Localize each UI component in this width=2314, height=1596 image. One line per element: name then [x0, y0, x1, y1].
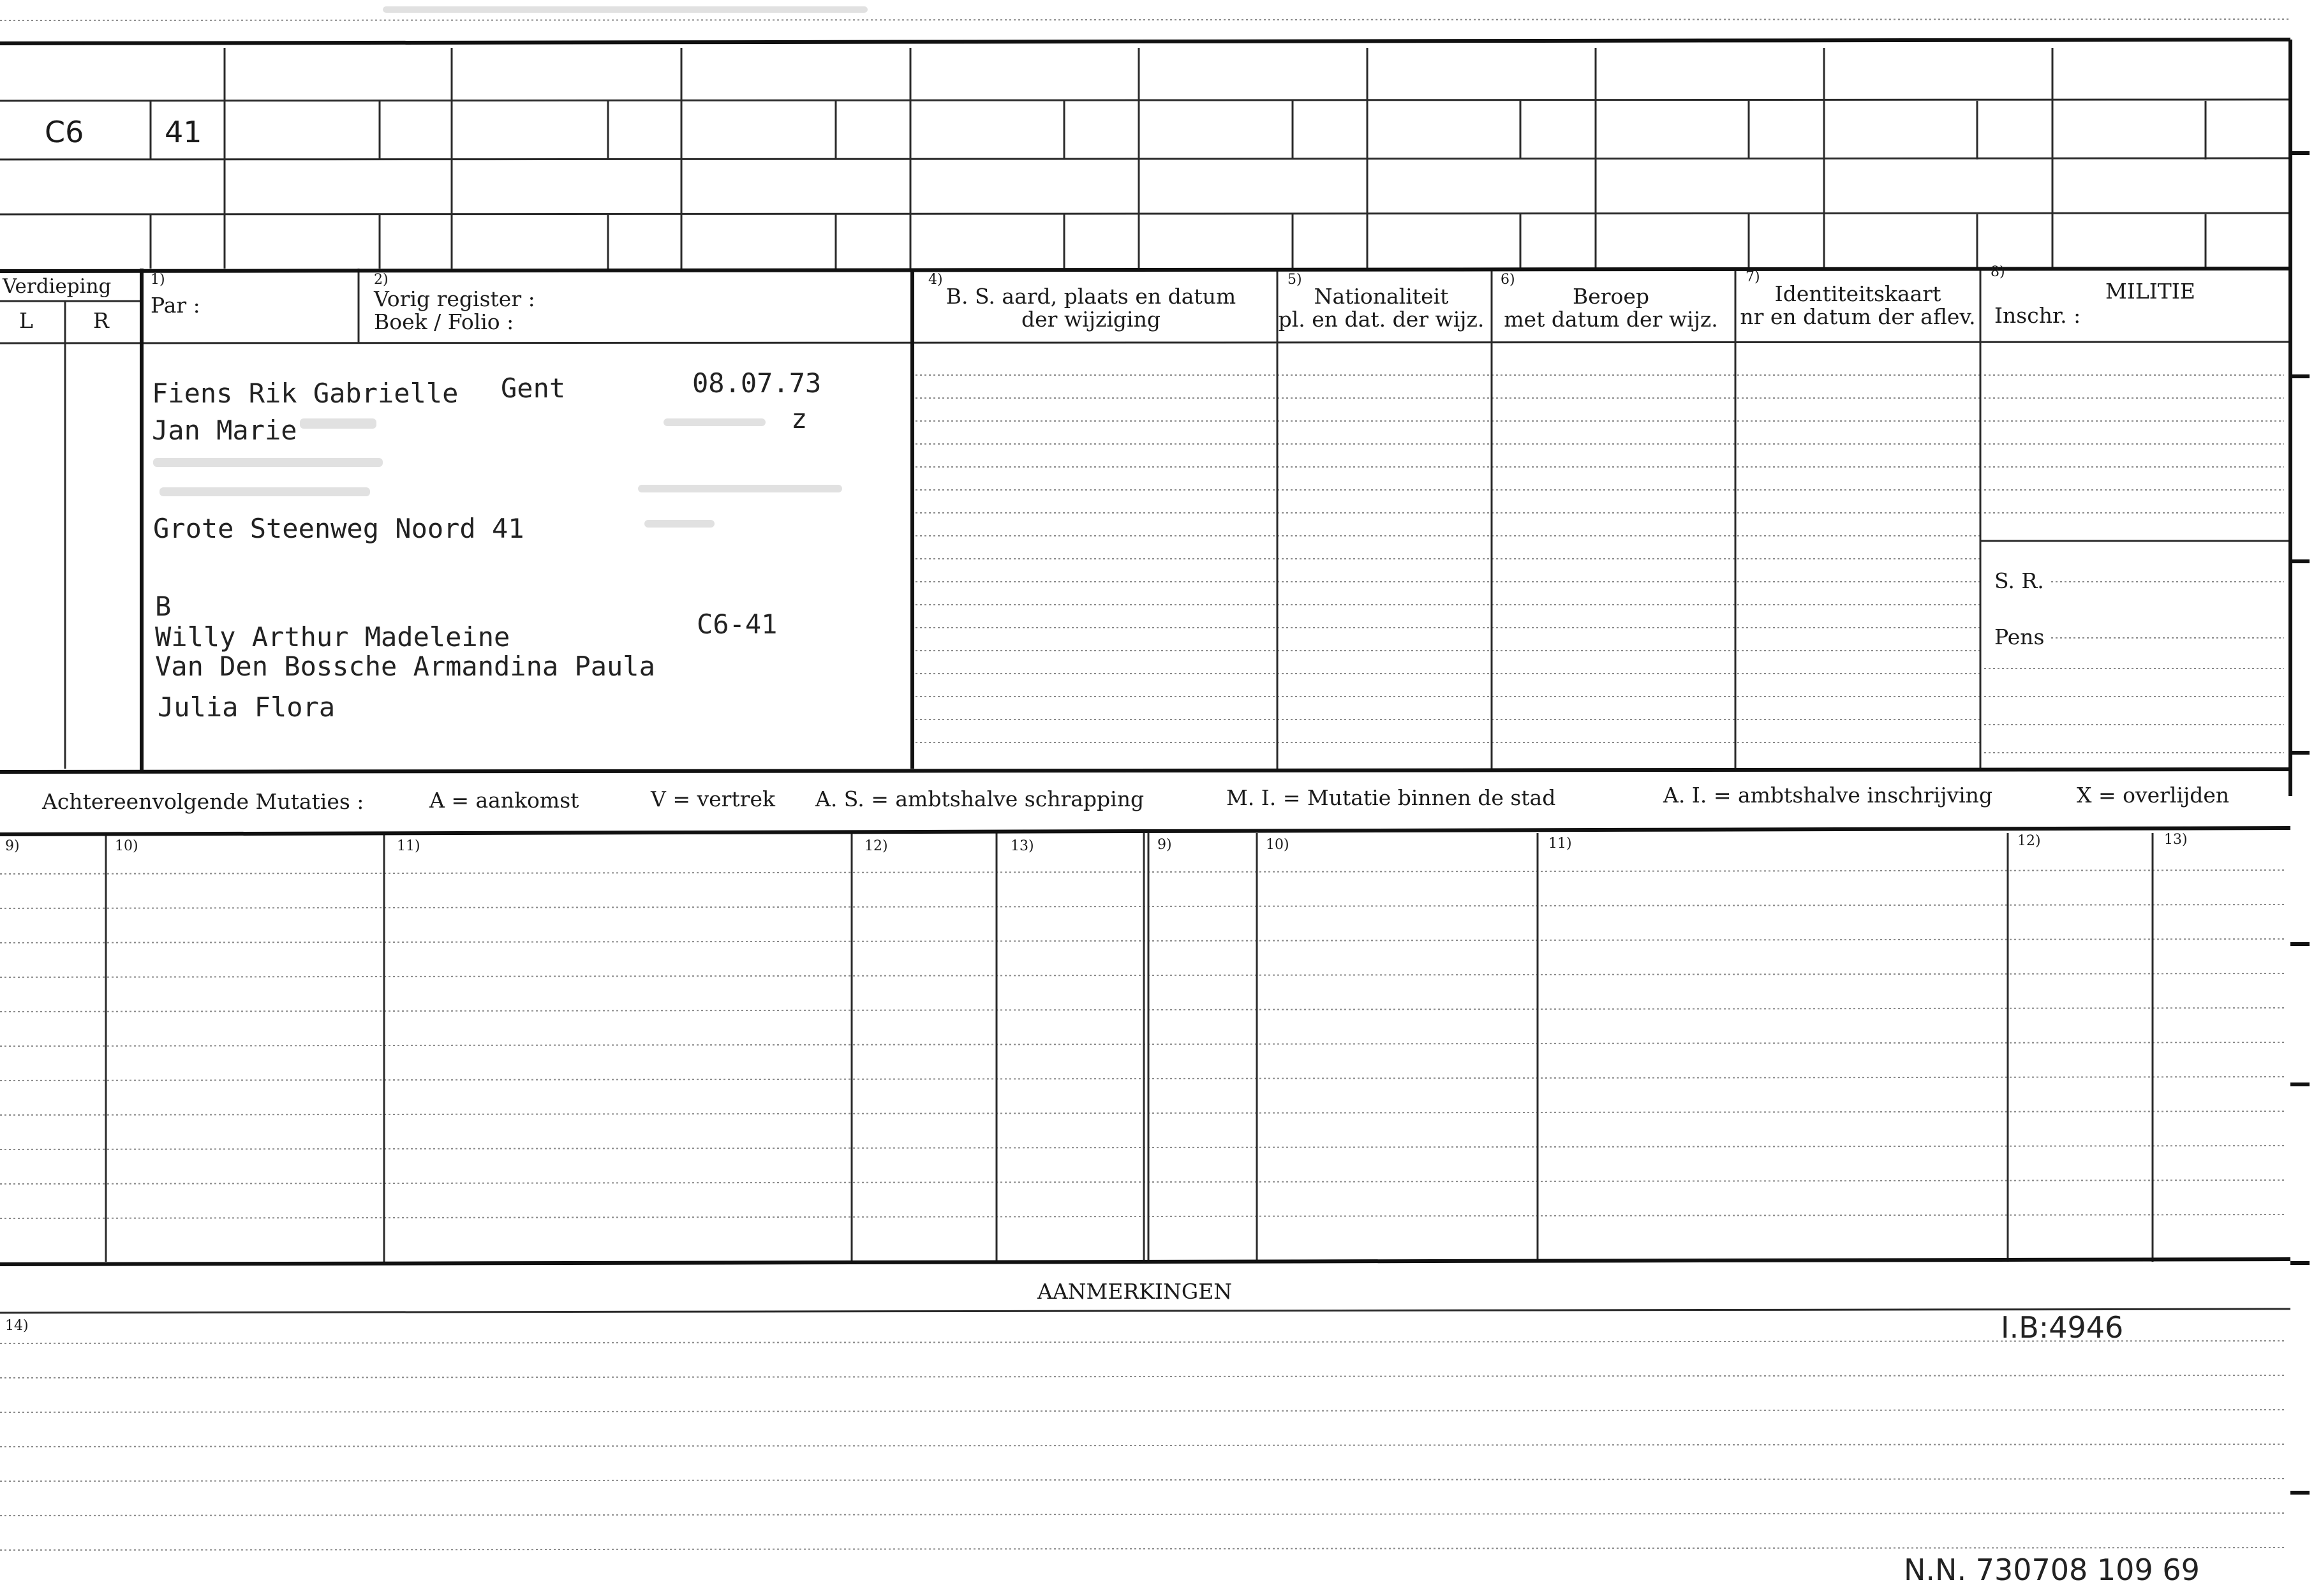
- beroep-sub-label: met datum der wijz.: [1504, 307, 1718, 332]
- mutation-col-12-right: 12): [2017, 833, 2041, 849]
- mutation-ruled-line: [0, 1111, 2284, 1115]
- nationaliteit-sub-label: pl. en dat. der wijz.: [1278, 307, 1485, 332]
- scan-top-edge: [0, 19, 2290, 20]
- field-1-number: 1): [151, 272, 165, 288]
- verdieping-label: Verdieping: [3, 275, 112, 298]
- mutation-col-13-left: 13): [1011, 838, 1034, 854]
- nationaliteit-label: Nationaliteit: [1314, 284, 1449, 309]
- aanmerkingen-ruled-line: [0, 1375, 2284, 1378]
- grid-row-line: [0, 100, 2290, 101]
- column-l-label: L: [19, 308, 33, 333]
- mutaties-top-line: [0, 828, 2290, 834]
- mutation-ruled-line: [0, 1215, 2284, 1218]
- grid-row-line: [0, 158, 2290, 159]
- scan-smudge: [638, 485, 842, 492]
- mutation-ruled-line: [0, 1146, 2284, 1149]
- national-number: N.N. 730708 109 69: [1904, 1553, 2200, 1587]
- address: Grote Steenweg Noord 41: [153, 513, 524, 544]
- field-6-number: 6): [1501, 272, 1515, 288]
- marital-mark: z: [791, 403, 808, 434]
- bs-aard-label: B. S. aard, plaats en datum: [946, 284, 1236, 309]
- aanmerkingen-ruled-line: [0, 1444, 2284, 1447]
- aanmerkingen-top-line: [0, 1309, 2290, 1313]
- field-4-number: 4): [928, 272, 943, 288]
- identiteitskaart-sub-label: nr en datum der aflev.: [1740, 304, 1976, 329]
- mutation-col-13-right: 13): [2164, 832, 2188, 848]
- mutation-col-11-right: 11): [1548, 836, 1572, 852]
- mutation-ruled-line: [0, 1042, 2284, 1046]
- mother-name: Van Den Bossche Armandina Paula: [155, 651, 655, 682]
- mutaties-title: Achtereenvolgende Mutaties :: [42, 789, 364, 814]
- grid-code-2: 41: [165, 115, 202, 149]
- person-first-names: Fiens Rik Gabrielle: [152, 378, 459, 409]
- birth-place: Gent: [501, 373, 566, 404]
- scan-smudge: [153, 458, 383, 467]
- aanmerkingen-ruled-line: [0, 1548, 2284, 1550]
- header-bottom-line: [0, 342, 2290, 343]
- mutation-col-11-left: 11): [397, 838, 420, 854]
- father-name: Willy Arthur Madeleine: [155, 621, 510, 653]
- mutation-ruled-line: [0, 939, 2284, 943]
- legend-inschrijving: A. I. = ambtshalve inschrijving: [1663, 783, 1993, 808]
- mutation-col-9-left: 9): [5, 838, 20, 854]
- grid-top-border: [0, 40, 2290, 43]
- mutation-ruled-line: [0, 1077, 2284, 1081]
- pens-label: Pens: [1994, 624, 2045, 649]
- mutation-ruled-line: [0, 905, 2284, 908]
- wijziging-label: der wijziging: [1021, 307, 1161, 332]
- aanmerkingen-title: AANMERKINGEN: [1037, 1279, 1233, 1304]
- mutation-col-12-left: 12): [864, 838, 888, 854]
- grid-row-line: [0, 213, 2290, 214]
- birth-date: 08.07.73: [692, 367, 822, 399]
- field-7-number: 7): [1746, 269, 1760, 285]
- scan-smudge: [644, 520, 715, 528]
- section-bottom-line: [0, 769, 2290, 772]
- field-2-number: 2): [374, 272, 389, 288]
- vorig-register-label: Vorig register :: [374, 286, 535, 311]
- mutation-col-10-left: 10): [115, 838, 138, 854]
- person-more-names: Jan Marie: [152, 415, 297, 446]
- aanmerkingen-ruled-line: [0, 1410, 2284, 1412]
- aanmerkingen-ruled-line: [0, 1479, 2284, 1481]
- aanmerkingen-ruled-line: [0, 1513, 2284, 1516]
- sr-label: S. R.: [1994, 568, 2044, 593]
- mutation-ruled-line: [0, 1008, 2284, 1012]
- mutation-ruled-line: [0, 870, 2284, 874]
- mutation-col-9-right: 9): [1157, 837, 1172, 853]
- column-r-label: R: [93, 308, 109, 333]
- field-5-number: 5): [1287, 272, 1302, 288]
- field-8-number: 8): [1991, 264, 2005, 280]
- legend-overlijden: X = overlijden: [2077, 783, 2230, 808]
- mutation-ruled-line: [0, 1180, 2284, 1184]
- legend-mutatie-stad: M. I. = Mutatie binnen de stad: [1226, 785, 1556, 810]
- scan-smudge: [159, 487, 370, 496]
- grid-code-1: C6: [45, 115, 84, 149]
- legend-aankomst: A = aankomst: [429, 788, 579, 813]
- beroep-label: Beroep: [1572, 284, 1650, 309]
- identiteitskaart-label: Identiteitskaart: [1774, 281, 1941, 306]
- ib-number: I.B:4946: [2001, 1310, 2124, 1345]
- legend-schrapping: A. S. = ambtshalve schrapping: [815, 787, 1145, 811]
- field-14-number: 14): [5, 1318, 29, 1334]
- scan-smudge: [300, 418, 376, 429]
- grid-bottom-border: [0, 269, 2290, 271]
- house-reference: C6-41: [697, 609, 778, 640]
- mother-name-continued: Julia Flora: [158, 691, 336, 723]
- legend-vertrek: V = vertrek: [651, 787, 775, 811]
- boek-folio-label: Boek / Folio :: [374, 309, 514, 334]
- inschr-label: Inschr. :: [1994, 303, 2081, 328]
- mutation-col-10-right: 10): [1266, 837, 1289, 853]
- scan-smudge: [383, 6, 868, 13]
- militie-title: MILITIE: [2105, 279, 2195, 304]
- scan-smudge: [664, 418, 766, 426]
- mutation-ruled-line: [0, 973, 2284, 977]
- mutaties-bottom-line: [0, 1259, 2290, 1264]
- par-label: Par :: [151, 293, 200, 318]
- aanmerkingen-ruled-line: [0, 1341, 2284, 1343]
- parents-marker: B: [155, 591, 172, 622]
